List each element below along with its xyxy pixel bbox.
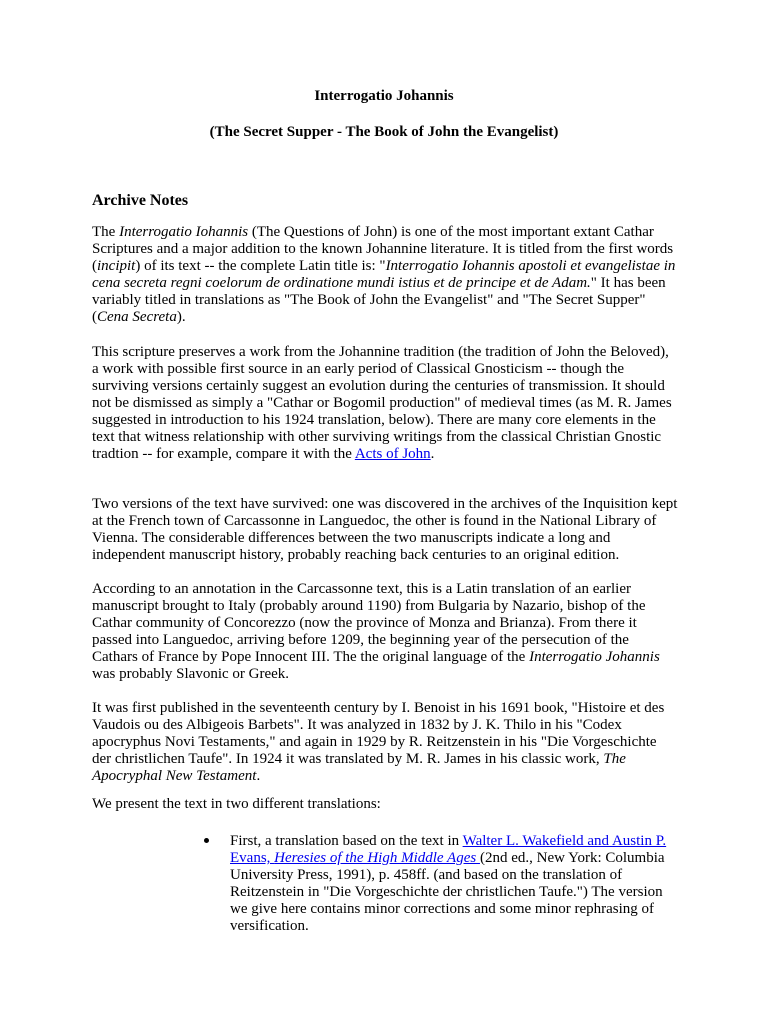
wakefield-evans-link[interactable]: Walter L. Wakefield and Austin P. Evans, [230, 833, 667, 866]
text-run: was probably Slavonic or Greek. [92, 666, 290, 682]
paragraph-translations: We present the text in two different translations: [92, 796, 381, 812]
document-subtitle: (The Secret Supper - The Book of John the Evangelist) [209, 124, 559, 140]
text-run: (2nd ed., New York: Columbia University Press, 1991), p. 458ff. (and based on the translation of Reitzenstein in "Die Vorgeschichte der christlichen Taufe.") The version we give here contains minor corrections and some minor rephrasing of versification. [230, 850, 665, 934]
italic-latin-title: Interrogatio Iohannis apostoli et evangelistae in cena secreta regni coelorum de ordinatione mundi istius et de principe et de Adam. [92, 258, 676, 291]
text-run: . [256, 768, 261, 784]
paragraph-publication [92, 700, 678, 785]
text-run: According to an annotation in the Carcassonne text, this is a Latin translation of an earlier manuscript brought to Italy (probably around 1190) from Bulgaria by Nazario, bishop of the Cathar community of Concorezzo (now the province of Monza and Brianza). From there it passed into Languedoc, arriving before 1209, the beginning year of the persecution of the Cathars of France by Pope Innocent III. The the original language of the [92, 581, 646, 665]
italic-title: Cena Secreta [97, 309, 177, 325]
italic-title: Interrogatio Johannis [529, 649, 660, 665]
acts-of-john-link[interactable]: Acts of John [354, 446, 431, 462]
translations-list [204, 833, 680, 935]
bullet-icon [204, 838, 209, 843]
text-run: First, a translation based on the text in [230, 833, 463, 849]
section-heading: Archive Notes [92, 192, 189, 209]
text-run: This scripture preserves a work from the Johannine tradition (the tradition of John the Beloved), a work with possible first source in an early period of Classical Gnosticism -- though the surviving versions certainly suggest an evolution during the centuries of transmission. It should not be dismissed as simply a "Cathar or Bogomil production" of medieval times (as M. R. James suggested in introduction to his 1924 translation, below). There are many core elements in the text that witness relationship with other surviving writings from the classical Christian Gnostic tradtion -- for example, compare it with the [92, 344, 672, 462]
paragraph-annotation [92, 581, 678, 683]
paragraph-intro [92, 224, 678, 326]
italic-title: The Apocryphal New Testament [92, 751, 626, 784]
text-run: It was first published in the seventeenth century by I. Benoist in his 1691 book, "Histoire et des Vaudois ou des Albigeois Barbets". It was analyzed in 1832 by J. K. Thilo in his "Codex apocryphus Novi Testaments," and again in 1929 by R. Reitzenstein in his "Die Vorgeschichte der christlichen Taufe". In 1924 it was translated by M. R. James in his classic work, [92, 700, 665, 767]
heresies-book-link[interactable] [274, 850, 480, 866]
paragraph-tradition [92, 344, 678, 463]
text-run: ) of its text -- the complete Latin title is: " [135, 258, 386, 274]
italic-title: Interrogatio Iohannis [119, 224, 249, 240]
paragraph-versions: Two versions of the text have survived: one was discovered in the archives of the Inquisition kept at the French town of Carcassonne in Languedoc, the other is found in the National Library of Vienna. The considerable differences between the two manuscripts indicate a long and independent manuscript history, probably reaching back centuries to an original edition. [92, 496, 678, 563]
text-run: ). [176, 309, 186, 325]
document-title: Interrogatio Johannis [314, 88, 454, 104]
list-item [204, 833, 680, 935]
italic-book-title: Heresies of the High Middle Ages [274, 850, 480, 866]
text-run: The [92, 224, 120, 240]
text-run: " It has been variably titled in translations as "The Book of John the Evangelist" and "The Secret Supper" ( [92, 275, 666, 325]
text-run: . [430, 446, 435, 462]
italic-term: incipit [97, 258, 136, 274]
text-run: (The Questions of John) is one of the most important extant Cathar Scriptures and a major addition to the known Johannine literature. It is titled from the first words ( [92, 224, 674, 274]
